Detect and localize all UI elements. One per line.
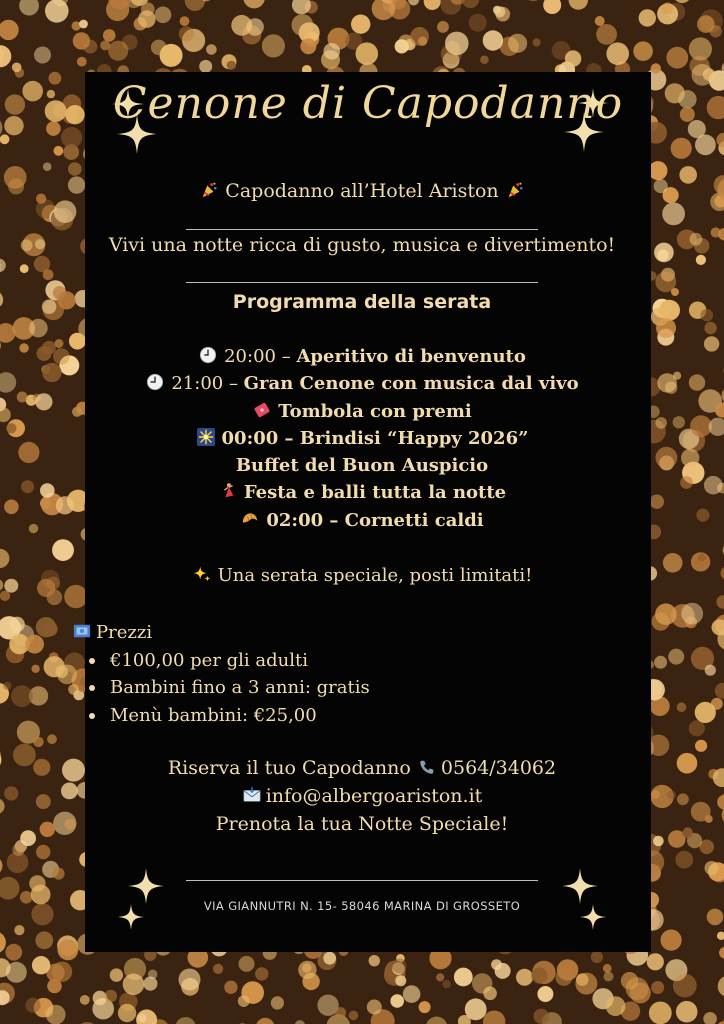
bokeh-dot bbox=[206, 44, 217, 55]
page-title: Cenone di Capodanno bbox=[112, 78, 624, 129]
bokeh-dot bbox=[43, 622, 58, 637]
program-item bbox=[0, 425, 724, 452]
divider bbox=[186, 282, 538, 283]
bokeh-dot bbox=[395, 39, 409, 53]
bokeh-dot bbox=[143, 977, 157, 991]
bokeh-dot bbox=[705, 861, 719, 875]
bokeh-dot bbox=[138, 1014, 147, 1023]
bokeh-dot bbox=[22, 81, 43, 102]
prices-heading-row bbox=[72, 619, 370, 647]
bokeh-dot bbox=[698, 553, 706, 561]
bokeh-dot bbox=[83, 40, 97, 54]
bokeh-dot bbox=[671, 138, 692, 159]
bokeh-dot bbox=[68, 162, 82, 176]
bokeh-dot bbox=[705, 665, 716, 676]
bokeh-dot bbox=[531, 967, 547, 983]
bokeh-dot bbox=[445, 32, 469, 56]
bokeh-dot bbox=[34, 47, 51, 64]
bokeh-dot bbox=[595, 16, 605, 26]
bokeh-dot bbox=[238, 995, 250, 1007]
bokeh-dot bbox=[323, 952, 336, 965]
bokeh-dot bbox=[44, 656, 65, 677]
bokeh-dot bbox=[52, 868, 64, 880]
bokeh-dot bbox=[179, 969, 201, 991]
ticket-icon bbox=[252, 401, 272, 419]
subtitle bbox=[0, 178, 724, 204]
program-item-label: 00:00 – Brindisi “Happy 2026” bbox=[221, 427, 529, 449]
bokeh-dot bbox=[227, 61, 236, 70]
bokeh-dot bbox=[677, 702, 687, 712]
program-item bbox=[0, 479, 724, 506]
bokeh-dot bbox=[292, 14, 314, 36]
bokeh-dot bbox=[179, 26, 194, 41]
bokeh-dot bbox=[647, 953, 664, 970]
bokeh-dot bbox=[31, 665, 39, 673]
bokeh-dot bbox=[704, 322, 716, 334]
program-item-label: Gran Cenone con musica dal vivo bbox=[243, 373, 579, 395]
bokeh-dot bbox=[6, 962, 27, 983]
bokeh-dot bbox=[639, 9, 656, 26]
bokeh-dot bbox=[103, 29, 116, 42]
bokeh-dot bbox=[483, 987, 497, 1001]
divider bbox=[186, 229, 538, 230]
bokeh-dot bbox=[681, 603, 703, 625]
bokeh-dot bbox=[32, 956, 50, 974]
bokeh-dot bbox=[54, 146, 64, 156]
bokeh-dot bbox=[491, 959, 502, 970]
contact-section bbox=[0, 754, 724, 838]
bokeh-dot bbox=[662, 202, 685, 225]
program-item bbox=[0, 370, 724, 397]
bokeh-dot bbox=[606, 42, 629, 65]
party-popper-icon bbox=[505, 181, 525, 199]
clock-icon bbox=[198, 346, 218, 364]
bokeh-dot bbox=[47, 734, 57, 744]
phone-label: Riserva il tuo Capodanno bbox=[167, 757, 411, 779]
bokeh-dot bbox=[442, 980, 450, 988]
bokeh-dot bbox=[5, 94, 25, 114]
bokeh-dot bbox=[14, 925, 24, 935]
bokeh-dot bbox=[213, 964, 223, 974]
prices-section bbox=[72, 619, 370, 729]
bokeh-dot bbox=[155, 7, 172, 24]
bokeh-dot bbox=[606, 996, 626, 1016]
bokeh-dot bbox=[575, 973, 597, 995]
bokeh-dot bbox=[395, 975, 406, 986]
bokeh-dot bbox=[665, 83, 685, 103]
bokeh-dot bbox=[108, 41, 128, 61]
bokeh-dot bbox=[349, 1011, 359, 1021]
special-note bbox=[0, 563, 724, 589]
program-item bbox=[0, 343, 724, 370]
bokeh-dot bbox=[403, 985, 421, 1003]
price-item: Bambini fino a 3 anni: gratis bbox=[72, 674, 370, 702]
bokeh-dot bbox=[5, 944, 22, 961]
address-footer: VIA GIANNUTRI N. 15- 58046 MARINA DI GROSSETO bbox=[203, 899, 521, 913]
bokeh-dot bbox=[160, 44, 183, 67]
program-item-label: Aperitivo di benvenuto bbox=[296, 346, 526, 367]
price-item: €100,00 per gli adulti bbox=[72, 647, 370, 675]
euro-banknote-icon bbox=[72, 622, 92, 640]
bokeh-dot bbox=[323, 43, 340, 60]
bokeh-dot bbox=[656, 318, 676, 338]
fireworks-icon bbox=[196, 428, 216, 446]
program-item bbox=[0, 507, 724, 534]
bokeh-dot bbox=[4, 116, 23, 135]
bokeh-dot bbox=[673, 974, 697, 998]
bokeh-dot bbox=[80, 995, 90, 1005]
party-popper-icon bbox=[199, 181, 219, 199]
bokeh-dot bbox=[537, 986, 553, 1002]
bokeh-dot bbox=[603, 964, 612, 973]
program-item-label: Festa e balli tutta la notte bbox=[243, 482, 507, 504]
bokeh-dot bbox=[224, 981, 237, 994]
bokeh-dot bbox=[676, 1001, 698, 1023]
program-list bbox=[0, 343, 724, 534]
bokeh-dot bbox=[239, 956, 255, 972]
bokeh-dot bbox=[58, 940, 79, 961]
bokeh-dot bbox=[46, 1005, 66, 1024]
bokeh-dot bbox=[199, 60, 212, 73]
bokeh-dot bbox=[271, 996, 284, 1009]
bokeh-dot bbox=[655, 603, 677, 625]
bokeh-dot bbox=[695, 134, 716, 155]
bokeh-dot bbox=[534, 1009, 549, 1024]
prices-list bbox=[72, 647, 370, 730]
dancer-icon bbox=[218, 482, 238, 500]
envelope-icon bbox=[242, 786, 262, 804]
bokeh-dot bbox=[36, 845, 50, 859]
divider bbox=[186, 880, 538, 881]
bokeh-dot bbox=[79, 20, 88, 29]
email-row bbox=[0, 782, 724, 810]
bokeh-dot bbox=[437, 21, 449, 33]
bokeh-dot bbox=[621, 972, 639, 990]
bokeh-dot bbox=[390, 994, 404, 1008]
bokeh-dot bbox=[298, 961, 316, 979]
program-item bbox=[0, 398, 724, 425]
bokeh-dot bbox=[335, 1007, 346, 1018]
bokeh-dot bbox=[692, 64, 714, 86]
program-item-time: 21:00 – bbox=[171, 373, 244, 395]
phone-link[interactable]: 0564/34062 bbox=[440, 757, 557, 779]
bokeh-dot bbox=[11, 685, 33, 707]
bokeh-dot bbox=[651, 63, 661, 73]
bokeh-dot bbox=[231, 15, 252, 36]
program-item-label: 02:00 – Cornetti caldi bbox=[266, 509, 484, 531]
bokeh-dot bbox=[369, 955, 380, 966]
bokeh-dot bbox=[436, 973, 444, 981]
bokeh-dot bbox=[494, 6, 505, 17]
sparkles-icon bbox=[192, 565, 212, 583]
bokeh-dot bbox=[557, 959, 578, 980]
bokeh-dot bbox=[565, 50, 581, 66]
bokeh-dot bbox=[43, 162, 52, 171]
bokeh-dot bbox=[695, 740, 707, 752]
bokeh-dot bbox=[12, 844, 24, 856]
bokeh-dot bbox=[61, 127, 82, 148]
special-note-text: Una serata speciale, posti limitati! bbox=[217, 565, 533, 586]
bokeh-dot bbox=[480, 55, 489, 64]
prices-heading: Prezzi bbox=[96, 622, 153, 643]
bokeh-dot bbox=[34, 256, 50, 272]
bokeh-dot bbox=[675, 851, 693, 869]
bokeh-dot bbox=[46, 121, 61, 136]
subtitle-text: Capodanno all’Hotel Ariston bbox=[225, 180, 499, 202]
bokeh-dot bbox=[508, 34, 527, 53]
bokeh-dot bbox=[20, 264, 29, 273]
bokeh-dot bbox=[138, 10, 156, 28]
bokeh-dot bbox=[469, 14, 487, 32]
bokeh-dot bbox=[633, 41, 653, 61]
bokeh-dot bbox=[105, 990, 118, 1003]
bokeh-dot bbox=[591, 951, 603, 963]
bokeh-dot bbox=[118, 1004, 136, 1022]
bokeh-dot bbox=[47, 90, 55, 98]
bokeh-dot bbox=[35, 931, 53, 949]
program-item bbox=[0, 452, 724, 479]
bokeh-dot bbox=[3, 682, 11, 690]
bokeh-dot bbox=[666, 47, 688, 69]
bokeh-dot bbox=[604, 972, 614, 982]
bokeh-dot bbox=[596, 24, 617, 45]
bokeh-dot bbox=[29, 319, 48, 338]
bokeh-dot bbox=[419, 1001, 431, 1013]
bokeh-dot bbox=[351, 15, 370, 34]
booking-cta: Prenota la tua Notte Speciale! bbox=[215, 813, 509, 835]
bokeh-dot bbox=[12, 63, 22, 73]
bokeh-dot bbox=[52, 539, 74, 561]
bokeh-dot bbox=[695, 702, 716, 723]
telephone-icon bbox=[417, 758, 437, 776]
bokeh-dot bbox=[262, 34, 285, 57]
price-item: Menù bambini: €25,00 bbox=[72, 702, 370, 730]
program-item-time: 20:00 – bbox=[224, 346, 297, 367]
phone-row bbox=[0, 754, 724, 782]
bokeh-dot bbox=[255, 967, 268, 980]
bokeh-dot bbox=[516, 969, 533, 986]
clock-icon bbox=[145, 373, 165, 391]
bokeh-dot bbox=[680, 107, 695, 122]
bokeh-dot bbox=[410, 27, 429, 46]
bokeh-dot bbox=[533, 38, 541, 46]
program-item-label: Buffet del Buon Auspicio bbox=[235, 455, 489, 477]
bokeh-dot bbox=[45, 100, 67, 122]
bokeh-dot bbox=[662, 2, 674, 14]
bokeh-dot bbox=[483, 30, 503, 50]
email-link[interactable]: info@albergoariston.it bbox=[265, 785, 483, 807]
bokeh-dot bbox=[110, 968, 123, 981]
program-heading: Programma della serata bbox=[232, 291, 492, 313]
bokeh-dot bbox=[367, 1000, 382, 1015]
bokeh-dot bbox=[300, 38, 316, 54]
program-item-label: Tombola con premi bbox=[278, 400, 472, 422]
bokeh-dot bbox=[49, 72, 62, 85]
bokeh-dot bbox=[661, 930, 682, 951]
bokeh-dot bbox=[180, 16, 190, 26]
bokeh-dot bbox=[65, 105, 84, 124]
bokeh-dot bbox=[123, 974, 145, 996]
bokeh-dot bbox=[0, 134, 10, 144]
bokeh-dot bbox=[649, 1002, 672, 1024]
bokeh-dot bbox=[697, 15, 715, 33]
bokeh-dot bbox=[654, 656, 667, 669]
bokeh-dot bbox=[77, 57, 87, 67]
bokeh-dot bbox=[25, 635, 44, 654]
bokeh-dot bbox=[356, 42, 379, 65]
bokeh-dot bbox=[651, 981, 664, 994]
bokeh-dot bbox=[392, 959, 407, 974]
bokeh-dot bbox=[33, 737, 43, 747]
lead-text: Vivi una notte ricca di gusto, musica e divertimento! bbox=[108, 234, 616, 256]
croissant-icon bbox=[240, 510, 260, 528]
bokeh-dot bbox=[25, 998, 40, 1013]
bokeh-dot bbox=[668, 649, 684, 665]
bokeh-dot bbox=[454, 968, 473, 987]
